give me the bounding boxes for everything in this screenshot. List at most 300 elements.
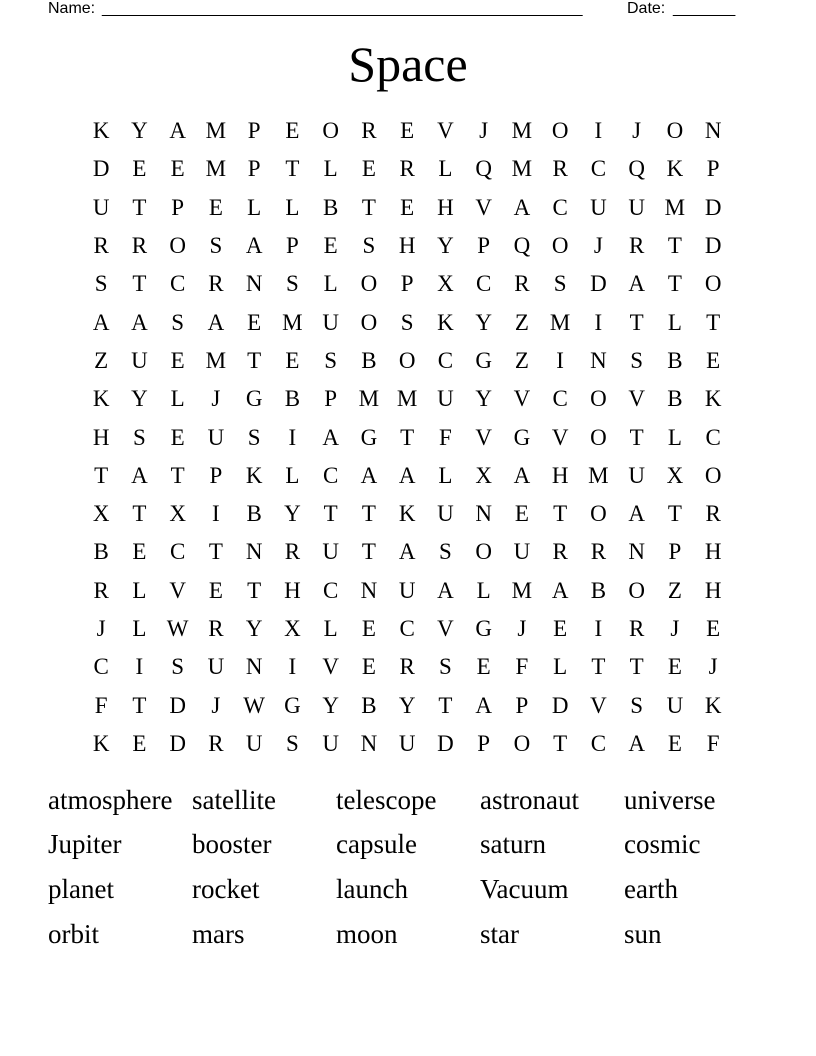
grid-letter[interactable]: D [590, 271, 607, 297]
grid-letter[interactable]: I [135, 654, 144, 680]
grid-letter[interactable]: A [513, 194, 531, 220]
grid-letter[interactable]: H [551, 462, 569, 488]
grid-letter[interactable]: K [704, 692, 722, 718]
grid-letter[interactable]: T [400, 424, 415, 450]
grid-letter[interactable]: T [706, 309, 721, 335]
grid-letter[interactable]: K [92, 730, 110, 756]
grid-letter[interactable]: U [131, 347, 148, 373]
grid-letter[interactable]: J [211, 692, 221, 718]
grid-letter[interactable]: C [552, 194, 568, 220]
grid-letter[interactable]: E [361, 616, 376, 641]
grid-letter[interactable]: N [704, 118, 722, 144]
grid-letter[interactable]: J [632, 118, 642, 144]
grid-letter[interactable]: Y [475, 386, 492, 412]
grid-letter[interactable]: E [170, 156, 185, 182]
grid-letter[interactable]: Y [437, 233, 454, 259]
grid-letter[interactable]: R [590, 539, 607, 565]
grid-letter[interactable]: R [628, 616, 645, 641]
grid-letter[interactable]: C [169, 539, 186, 565]
grid-letter[interactable]: K [92, 118, 110, 144]
grid-letter[interactable]: L [667, 424, 682, 450]
grid-letter[interactable]: H [398, 233, 416, 259]
grid-letter[interactable]: G [475, 347, 492, 373]
grid-letter[interactable]: B [361, 347, 377, 373]
grid-letter[interactable]: B [667, 347, 683, 373]
grid-letter[interactable]: I [288, 424, 297, 450]
grid-letter[interactable]: E [323, 233, 338, 259]
grid-letter[interactable]: T [132, 692, 147, 718]
grid-letter[interactable]: F [438, 424, 452, 450]
grid-letter[interactable]: T [553, 501, 568, 527]
grid-letter[interactable]: Z [514, 347, 529, 373]
grid-letter[interactable]: E [170, 424, 185, 450]
grid-letter[interactable]: M [549, 309, 571, 335]
grid-letter[interactable]: C [590, 730, 607, 756]
grid-letter[interactable]: M [358, 386, 380, 412]
grid-letter[interactable]: R [284, 539, 301, 565]
grid-letter[interactable]: D [169, 692, 186, 718]
grid-letter[interactable]: J [96, 616, 106, 641]
grid-letter[interactable]: O [475, 539, 492, 565]
grid-letter[interactable]: E [247, 309, 262, 335]
grid-letter[interactable]: H [437, 194, 454, 220]
grid-letter[interactable]: D [704, 233, 722, 259]
grid-letter[interactable]: S [630, 692, 644, 718]
grid-letter[interactable]: A [628, 271, 645, 297]
grid-letter[interactable]: C [705, 424, 721, 450]
grid-letter[interactable]: S [553, 271, 567, 297]
grid-letter[interactable]: V [590, 692, 607, 718]
grid-letter[interactable]: S [247, 424, 261, 450]
grid-letter[interactable]: E [208, 194, 223, 220]
grid-letter[interactable]: U [245, 730, 263, 756]
grid-letter[interactable]: K [666, 156, 684, 182]
grid-letter[interactable]: T [361, 194, 376, 220]
grid-letter[interactable]: R [552, 156, 568, 182]
grid-letter[interactable]: L [170, 386, 185, 412]
grid-letter[interactable]: Y [131, 118, 148, 144]
grid-letter[interactable]: Y [131, 386, 148, 412]
grid-letter[interactable]: C [399, 616, 415, 641]
grid-letter[interactable]: U [398, 730, 416, 756]
grid-letter[interactable]: G [284, 692, 301, 718]
grid-letter[interactable]: E [208, 577, 223, 603]
grid-letter[interactable]: Z [94, 347, 109, 373]
grid-letter[interactable]: O [513, 730, 531, 756]
grid-letter[interactable]: X [475, 462, 492, 488]
grid-letter[interactable]: X [437, 271, 454, 297]
grid-letter[interactable]: R [208, 271, 224, 297]
grid-letter[interactable]: D [704, 194, 722, 220]
grid-letter[interactable]: T [553, 730, 568, 756]
grid-letter[interactable]: M [664, 194, 686, 220]
grid-letter[interactable]: P [706, 156, 720, 182]
grid-letter[interactable]: T [667, 501, 682, 527]
grid-letter[interactable]: T [361, 539, 376, 565]
grid-letter[interactable]: G [513, 424, 531, 450]
grid-letter[interactable]: A [551, 577, 569, 603]
grid-letter[interactable]: O [590, 424, 607, 450]
grid-letter[interactable]: P [285, 233, 299, 259]
word-list-item: Vacuum [480, 873, 569, 904]
grid-letter[interactable]: Y [398, 692, 416, 718]
grid-letter[interactable]: C [169, 271, 186, 297]
grid-letter[interactable]: C [322, 577, 339, 603]
grid-letter[interactable]: S [324, 347, 338, 373]
grid-letter[interactable]: S [209, 233, 223, 259]
grid-letter[interactable]: T [170, 462, 185, 488]
grid-letter[interactable]: V [322, 654, 339, 680]
grid-letter[interactable]: Y [475, 309, 492, 335]
grid-letter[interactable]: K [704, 386, 722, 412]
grid-letter[interactable]: E [514, 501, 529, 527]
worksheet-header [48, 0, 748, 20]
grid-letter[interactable]: V [513, 386, 531, 412]
grid-letter[interactable]: J [670, 616, 680, 641]
grid-letter[interactable]: P [477, 233, 491, 259]
grid-letter[interactable]: U [92, 194, 110, 220]
grid-letter[interactable]: Y [245, 616, 263, 641]
grid-letter[interactable]: O [704, 271, 722, 297]
grid-letter[interactable]: E [667, 730, 682, 756]
grid-letter[interactable]: F [515, 654, 529, 680]
grid-letter[interactable]: E [132, 730, 147, 756]
grid-letter[interactable]: D [169, 730, 186, 756]
grid-letter[interactable]: N [628, 539, 645, 565]
grid-letter[interactable]: J [708, 654, 718, 680]
grid-letter[interactable]: V [551, 424, 569, 450]
grid-letter[interactable]: X [284, 616, 301, 641]
grid-letter[interactable]: P [477, 730, 491, 756]
grid-letter[interactable]: T [132, 501, 147, 527]
grid-letter[interactable]: E [706, 616, 721, 641]
grid-letter[interactable]: R [93, 233, 109, 259]
grid-letter[interactable]: O [360, 271, 378, 297]
name-label: Name: [48, 0, 96, 17]
grid-letter[interactable]: V [475, 424, 492, 450]
grid-letter[interactable]: A [628, 501, 645, 527]
grid-letter[interactable]: R [361, 118, 377, 144]
grid-letter[interactable]: S [285, 730, 299, 756]
grid-letter[interactable]: I [594, 616, 603, 641]
grid-letter[interactable]: R [399, 654, 415, 680]
grid-letter[interactable]: O [628, 577, 645, 603]
grid-letter[interactable]: S [171, 309, 185, 335]
grid-letter[interactable]: E [132, 539, 147, 565]
grid-letter[interactable]: P [668, 539, 682, 565]
grid-letter[interactable]: G [245, 386, 263, 412]
grid-letter[interactable]: O [551, 233, 569, 259]
grid-letter[interactable]: Q [628, 156, 645, 182]
grid-letter[interactable]: B [93, 539, 109, 565]
grid-letter[interactable]: U [628, 462, 645, 488]
date-label: Date: [627, 0, 666, 17]
grid-letter[interactable]: A [92, 309, 110, 335]
grid-letter[interactable]: T [361, 501, 376, 527]
grid-letter[interactable]: O [551, 118, 569, 144]
grid-letter[interactable]: B [284, 386, 301, 412]
grid-letter[interactable]: X [169, 501, 186, 527]
grid-letter[interactable]: Z [667, 577, 682, 603]
grid-letter[interactable]: C [552, 386, 568, 412]
grid-letter[interactable]: M [511, 156, 533, 182]
grid-letter[interactable]: E [170, 347, 185, 373]
grid-letter[interactable]: U [666, 692, 684, 718]
grid-letter[interactable]: V [437, 118, 454, 144]
grid-letter[interactable]: A [513, 462, 531, 488]
grid-letter[interactable]: C [475, 271, 492, 297]
grid-letter[interactable]: T [247, 347, 262, 373]
grid-letter[interactable]: E [361, 654, 376, 680]
grid-letter[interactable]: I [594, 118, 603, 144]
grid-letter[interactable]: P [247, 118, 261, 144]
grid-letter[interactable]: S [171, 654, 185, 680]
grid-letter[interactable]: U [628, 194, 645, 220]
grid-letter[interactable]: E [667, 654, 682, 680]
grid-letter[interactable]: M [588, 462, 609, 488]
grid-letter[interactable]: U [398, 577, 416, 603]
grid-letter[interactable]: J [517, 616, 527, 641]
grid-letter[interactable]: T [323, 501, 338, 527]
word-list-item: planet [48, 873, 114, 904]
grid-letter[interactable]: Q [513, 233, 531, 259]
grid-letter[interactable]: S [362, 233, 376, 259]
grid-letter[interactable]: B [322, 194, 339, 220]
grid-letter[interactable]: M [205, 118, 227, 144]
grid-letter[interactable]: E [285, 347, 300, 373]
grid-letter[interactable]: T [132, 194, 147, 220]
grid-letter[interactable]: N [360, 577, 378, 603]
grid-letter[interactable]: K [92, 386, 110, 412]
grid-letter[interactable]: O [590, 386, 607, 412]
grid-letter[interactable]: V [628, 386, 645, 412]
grid-letter[interactable]: R [208, 730, 224, 756]
grid-letter[interactable]: L [438, 156, 453, 182]
grid-letter[interactable]: M [205, 347, 227, 373]
grid-letter[interactable]: T [208, 539, 223, 565]
grid-letter[interactable]: U [513, 539, 531, 565]
grid-letter[interactable]: T [438, 692, 453, 718]
grid-letter[interactable]: B [590, 577, 607, 603]
grid-letter[interactable]: A [398, 539, 416, 565]
word-list-item: sun [624, 918, 662, 949]
grid-letter[interactable]: S [94, 271, 108, 297]
grid-letter[interactable]: E [553, 616, 568, 641]
grid-letter[interactable]: R [552, 539, 568, 565]
grid-letter[interactable]: T [247, 577, 262, 603]
grid-letter[interactable]: M [396, 386, 418, 412]
grid-letter[interactable]: R [514, 271, 530, 297]
grid-letter[interactable]: H [704, 539, 722, 565]
grid-letter[interactable]: L [285, 462, 300, 488]
grid-letter[interactable]: L [438, 462, 453, 488]
grid-letter[interactable]: I [556, 347, 564, 373]
grid-letter[interactable]: U [207, 654, 225, 680]
grid-letter[interactable]: A [437, 577, 454, 603]
grid-letter[interactable]: A [131, 309, 148, 335]
grid-letter[interactable]: X [92, 501, 110, 527]
grid-letter[interactable]: O [590, 501, 607, 527]
grid-letter[interactable]: N [360, 730, 378, 756]
grid-letter[interactable]: P [209, 462, 223, 488]
grid-letter[interactable]: O [169, 233, 186, 259]
grid-letter[interactable]: B [667, 386, 683, 412]
grid-letter[interactable]: P [247, 156, 261, 182]
grid-letter[interactable]: H [284, 577, 301, 603]
grid-letter[interactable]: T [629, 309, 644, 335]
grid-letter[interactable]: G [475, 616, 492, 641]
grid-letter[interactable]: A [475, 692, 492, 718]
grid-letter[interactable]: H [92, 424, 110, 450]
grid-letter[interactable]: A [360, 462, 378, 488]
grid-letter[interactable]: V [169, 577, 186, 603]
grid-letter[interactable]: E [400, 194, 415, 220]
grid-letter[interactable]: R [705, 501, 721, 527]
grid-letter[interactable]: T [629, 654, 644, 680]
grid-letter[interactable]: J [479, 118, 489, 144]
grid-letter[interactable]: B [246, 501, 262, 527]
grid-letter[interactable]: L [247, 194, 262, 220]
grid-letter[interactable]: V [437, 616, 454, 641]
grid-letter[interactable]: S [438, 539, 452, 565]
grid-letter[interactable]: S [438, 654, 452, 680]
grid-letter[interactable]: O [360, 309, 378, 335]
grid-letter[interactable]: E [706, 347, 721, 373]
grid-letter[interactable]: P [171, 194, 185, 220]
grid-letter[interactable]: D [92, 156, 110, 182]
grid-letter[interactable]: P [515, 692, 529, 718]
grid-letter[interactable]: U [437, 501, 454, 527]
grid-letter[interactable]: W [243, 692, 265, 718]
grid-letter[interactable]: M [511, 118, 533, 144]
grid-letter[interactable]: A [322, 424, 339, 450]
grid-letter[interactable]: K [245, 462, 263, 488]
grid-letter[interactable]: E [285, 118, 300, 144]
grid-letter[interactable]: N [590, 347, 607, 373]
grid-letter[interactable]: A [207, 309, 225, 335]
grid-letter[interactable]: U [207, 424, 225, 450]
grid-letter[interactable]: T [285, 156, 300, 182]
grid-letter[interactable]: T [667, 271, 682, 297]
grid-letter[interactable]: L [667, 309, 682, 335]
grid-letter[interactable]: F [706, 730, 720, 756]
grid-letter[interactable]: A [131, 462, 148, 488]
grid-letter[interactable]: V [475, 194, 492, 220]
grid-letter[interactable]: E [476, 654, 491, 680]
grid-letter[interactable]: K [398, 501, 416, 527]
grid-letter[interactable]: T [94, 462, 109, 488]
grid-letter[interactable]: W [166, 616, 189, 641]
grid-letter[interactable]: O [704, 462, 722, 488]
grid-letter[interactable]: E [132, 156, 147, 182]
grid-letter[interactable]: R [93, 577, 109, 603]
grid-letter[interactable]: T [591, 654, 606, 680]
grid-letter[interactable]: U [590, 194, 607, 220]
grid-letter[interactable]: A [169, 118, 186, 144]
grid-letter[interactable]: N [475, 501, 492, 527]
word-list-item: capsule [336, 829, 417, 860]
grid-letter[interactable]: L [323, 616, 338, 641]
grid-letter[interactable]: P [324, 386, 338, 412]
grid-letter[interactable]: I [594, 309, 603, 335]
grid-letter[interactable]: S [285, 271, 299, 297]
grid-letter[interactable]: M [511, 577, 533, 603]
word-list-item: launch [336, 873, 408, 904]
grid-letter[interactable]: O [666, 118, 684, 144]
grid-letter[interactable]: I [212, 501, 220, 527]
grid-letter[interactable]: S [400, 309, 414, 335]
grid-letter[interactable]: U [322, 539, 339, 565]
grid-letter[interactable]: L [132, 616, 147, 641]
grid-letter[interactable]: J [593, 233, 603, 259]
grid-letter[interactable]: R [208, 616, 224, 641]
grid-letter[interactable]: T [629, 424, 644, 450]
grid-letter[interactable]: R [628, 233, 645, 259]
grid-letter[interactable]: A [245, 233, 263, 259]
grid-letter[interactable]: S [630, 347, 644, 373]
grid-letter[interactable]: T [667, 233, 682, 259]
word-list-item: booster [192, 829, 272, 860]
grid-letter[interactable]: U [437, 386, 454, 412]
grid-letter[interactable]: Z [514, 309, 529, 335]
grid-letter[interactable]: C [590, 156, 607, 182]
grid-letter[interactable]: L [323, 271, 338, 297]
grid-letter[interactable]: S [132, 424, 146, 450]
grid-letter[interactable]: L [323, 156, 338, 182]
grid-letter[interactable]: G [360, 424, 378, 450]
grid-letter[interactable]: L [476, 577, 491, 603]
grid-letter[interactable]: J [211, 386, 221, 412]
grid-letter[interactable]: N [245, 271, 263, 297]
grid-letter[interactable]: H [704, 577, 722, 603]
grid-letter[interactable]: E [361, 156, 376, 182]
grid-letter[interactable]: F [94, 692, 108, 718]
grid-letter[interactable]: R [131, 233, 148, 259]
grid-letter[interactable]: L [285, 194, 300, 220]
grid-letter[interactable]: C [322, 462, 339, 488]
grid-letter[interactable]: D [551, 692, 569, 718]
grid-letter[interactable]: C [93, 654, 109, 680]
grid-letter[interactable]: A [628, 730, 645, 756]
grid-letter[interactable]: N [245, 654, 263, 680]
grid-letter[interactable]: U [322, 309, 339, 335]
grid-letter[interactable]: M [282, 309, 303, 335]
grid-letter[interactable]: O [322, 118, 339, 144]
grid-letter[interactable]: Q [475, 156, 492, 182]
grid-letter[interactable]: Y [284, 501, 301, 527]
grid-letter[interactable]: P [400, 271, 414, 297]
grid-letter[interactable]: L [553, 654, 568, 680]
grid-letter[interactable]: C [437, 347, 454, 373]
grid-letter[interactable]: B [361, 692, 377, 718]
grid-letter[interactable]: D [437, 730, 454, 756]
grid-letter[interactable]: Y [322, 692, 339, 718]
grid-letter[interactable]: N [245, 539, 263, 565]
grid-letter[interactable]: L [132, 577, 147, 603]
grid-letter[interactable]: T [132, 271, 147, 297]
word-list [48, 778, 768, 956]
word-list-item: satellite [192, 784, 276, 815]
grid-letter[interactable]: U [322, 730, 339, 756]
grid-letter[interactable]: M [205, 156, 227, 182]
grid-letter[interactable]: E [400, 118, 415, 144]
grid-letter[interactable]: R [399, 156, 415, 182]
grid-letter[interactable]: K [437, 309, 454, 335]
grid-letter[interactable]: I [288, 654, 297, 680]
grid-letter[interactable]: O [398, 347, 416, 373]
grid-letter[interactable]: X [666, 462, 684, 488]
grid-letter[interactable]: A [398, 462, 416, 488]
